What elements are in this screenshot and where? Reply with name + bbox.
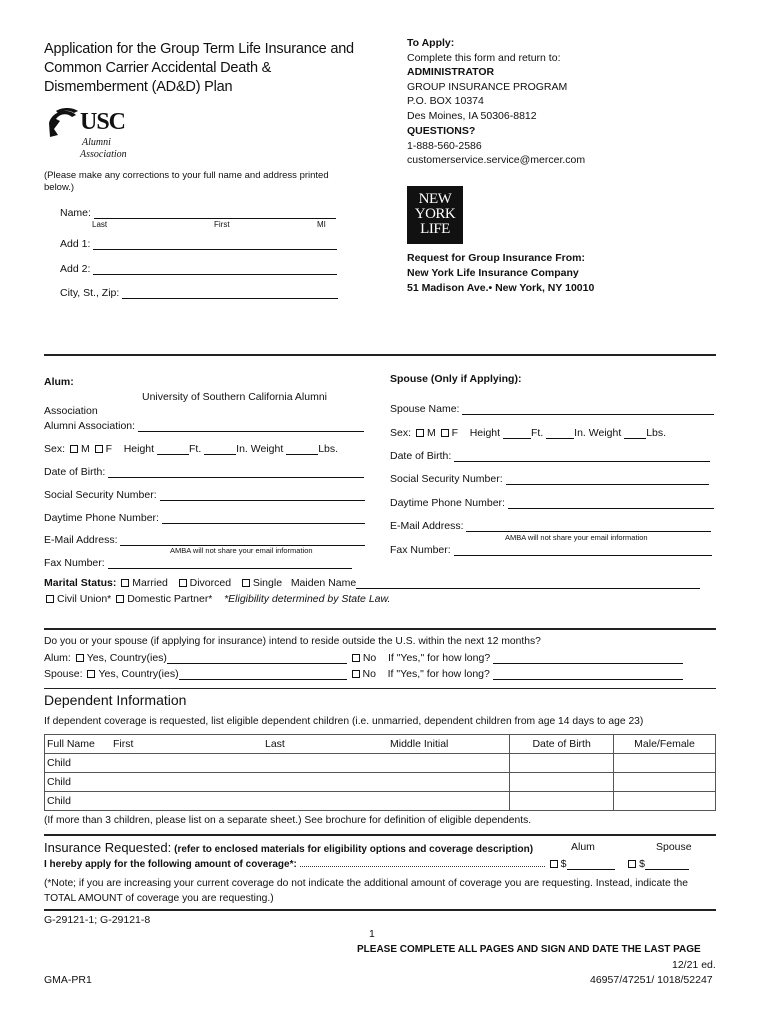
alum-phone-label: Daytime Phone Number: xyxy=(44,512,159,524)
reside-spouse-label: Spouse: xyxy=(44,668,83,680)
spouse-coverage-amount[interactable] xyxy=(645,859,689,870)
reside-alum-label: Alum: xyxy=(44,652,71,664)
spouse-dollar: $ xyxy=(639,858,646,870)
logo-text: USC xyxy=(80,109,126,135)
alum-ssn-label: Social Security Number: xyxy=(44,489,157,501)
alum-coverage-checkbox[interactable] xyxy=(550,860,558,868)
spouse-email-field[interactable] xyxy=(390,520,711,532)
apply-city: Des Moines, IA 50306-8812 xyxy=(407,109,537,122)
reside-spouse-country-input[interactable] xyxy=(179,669,347,680)
civil-union-checkbox[interactable] xyxy=(46,595,54,603)
correction-note: (Please make any corrections to your full name and address printed below.) xyxy=(44,170,329,193)
alum-sex-m-checkbox[interactable] xyxy=(70,445,78,453)
name-field[interactable] xyxy=(60,207,336,219)
child-name-cell[interactable]: Child xyxy=(45,792,510,811)
marital-row-2 xyxy=(44,593,390,605)
spouse-sex-f-checkbox[interactable] xyxy=(441,429,449,437)
spouse-lbs-label: Lbs. xyxy=(646,427,667,439)
insurance-subheading: (refer to enclosed materials for eligibility options and coverage description) xyxy=(174,844,534,855)
alum-heading: Alum: xyxy=(44,376,74,388)
divider xyxy=(44,628,716,630)
dependent-note: (If more than 3 children, please list on a separate sheet.) See brochure for definition of eligible dependents. xyxy=(44,815,532,826)
alum-sex-label: Sex: xyxy=(44,443,66,455)
single-label: Single xyxy=(252,577,283,589)
single-checkbox[interactable] xyxy=(242,579,250,587)
new-york-life-logo xyxy=(407,186,463,244)
spouse-name-field[interactable] xyxy=(390,403,714,415)
apply-admin: ADMINISTRATOR xyxy=(407,66,495,78)
reside-spouse-row xyxy=(44,668,683,680)
add2-field[interactable] xyxy=(60,263,337,275)
table-header-row xyxy=(45,735,716,754)
child-name-cell[interactable]: Child xyxy=(45,754,510,773)
divider xyxy=(44,354,716,356)
spouse-fax-label: Fax Number: xyxy=(390,544,451,556)
complete-notice: PLEASE COMPLETE ALL PAGES AND SIGN AND DATE THE LAST PAGE xyxy=(357,944,701,955)
reside-alum-no-checkbox[interactable] xyxy=(352,654,360,662)
child-gender-cell[interactable] xyxy=(614,773,716,792)
footer-codes: 46957/47251/ 1018/52247 xyxy=(590,974,713,986)
spouse-sex-label: Sex: xyxy=(390,427,412,439)
maiden-name-label: Maiden Name xyxy=(290,577,357,589)
reside-question: Do you or your spouse (if applying for insurance) intend to reside outside the U.S. within the next 12 months? xyxy=(44,636,541,647)
alum-dollar: $ xyxy=(560,858,567,870)
spouse-coverage-checkbox[interactable] xyxy=(628,860,636,868)
alum-dob-label: Date of Birth: xyxy=(44,466,106,478)
spouse-f-label: F xyxy=(451,427,459,439)
eligibility-note: *Eligibility determined by State Law. xyxy=(224,593,391,605)
table-row[interactable] xyxy=(45,773,716,792)
alum-dob-field[interactable] xyxy=(44,466,364,478)
spouse-dob-label: Date of Birth: xyxy=(390,450,452,462)
spouse-ssn-label: Social Security Number: xyxy=(390,473,503,485)
reside-alum-howlong-label: If "Yes," for how long? xyxy=(387,652,491,664)
apply-program: GROUP INSURANCE PROGRAM xyxy=(407,80,568,93)
edition: 12/21 ed. xyxy=(672,959,716,971)
first-header: First xyxy=(113,738,134,750)
coverage-label: I hereby apply for the following amount of coverage*: xyxy=(44,859,297,870)
first-label: First xyxy=(214,220,230,229)
nyl-line2: YORK xyxy=(414,206,456,222)
spouse-fax-field[interactable] xyxy=(390,544,712,556)
alum-in-label: In. xyxy=(236,443,248,455)
spouse-phone-label: Daytime Phone Number: xyxy=(390,497,505,509)
spouse-email-note: AMBA will not share your email information xyxy=(505,533,648,542)
city-label: City, St., Zip: xyxy=(60,287,120,299)
last-label: Last xyxy=(92,220,108,229)
insurance-heading: Insurance Requested: xyxy=(44,840,172,855)
alum-f-label: F xyxy=(105,443,113,455)
apply-box: P.O. BOX 10374 xyxy=(407,95,484,107)
nyl-request-block xyxy=(407,251,594,296)
reside-alum-yes-checkbox[interactable] xyxy=(76,654,84,662)
table-row[interactable] xyxy=(45,792,716,811)
child-dob-cell[interactable] xyxy=(510,792,614,811)
alum-ssn-field[interactable] xyxy=(44,489,365,501)
spouse-dob-field[interactable] xyxy=(390,450,710,462)
alum-sex-row xyxy=(44,443,338,455)
logo-sub1: Alumni xyxy=(82,137,111,148)
divorced-checkbox[interactable] xyxy=(179,579,187,587)
spouse-in-input[interactable] xyxy=(546,428,574,439)
reside-spouse-howlong-label: If "Yes," for how long? xyxy=(387,668,490,680)
form-ids: G-29121-1; G-29121-8 xyxy=(44,914,151,926)
dependent-table xyxy=(44,734,716,811)
domestic-partner-checkbox[interactable] xyxy=(116,595,124,603)
divorced-label: Divorced xyxy=(189,577,232,589)
spouse-phone-field[interactable] xyxy=(390,497,714,509)
alum-assoc-value2: Association xyxy=(44,405,98,417)
reside-alum-row xyxy=(44,652,683,664)
insurance-heading-row xyxy=(44,840,533,855)
marital-status-row xyxy=(44,577,700,589)
marital-label: Marital Status: xyxy=(44,577,117,589)
spouse-name-label: Spouse Name: xyxy=(390,403,460,415)
page-title: Application for the Group Term Life Insurance and Common Carrier Accidental Death & Dismemberment (AD&D) Plan xyxy=(44,41,354,95)
spouse-in-label: In. xyxy=(574,427,586,439)
apply-line1: Complete this form and return to: xyxy=(407,51,561,64)
full-name-header-label: Full Name xyxy=(47,738,95,750)
dependent-heading: Dependent Information xyxy=(44,692,187,708)
questions-email: customerservice.service@mercer.com xyxy=(407,154,586,166)
spouse-email-label: E-Mail Address: xyxy=(390,520,464,532)
questions-heading: QUESTIONS? xyxy=(407,125,476,137)
nyl-line1: NEW xyxy=(418,191,452,207)
divider xyxy=(44,834,716,836)
reside-alum-no-label: No xyxy=(362,652,377,664)
alum-email-field[interactable] xyxy=(44,534,365,546)
questions-phone: 1-888-560-2586 xyxy=(407,139,482,152)
footer-left-code: GMA-PR1 xyxy=(44,974,92,986)
alum-m-label: M xyxy=(80,443,90,455)
alum-fax-field[interactable] xyxy=(44,557,352,569)
spouse-weight-input[interactable] xyxy=(624,428,646,439)
maiden-name-input[interactable] xyxy=(356,578,700,589)
alum-in-input[interactable] xyxy=(204,444,236,455)
table-row[interactable] xyxy=(45,754,716,773)
gender-header: Male/Female xyxy=(614,735,716,754)
child-gender-cell[interactable] xyxy=(614,754,716,773)
spouse-weight-label: Weight xyxy=(588,427,622,439)
alum-fax-label: Fax Number: xyxy=(44,557,105,569)
child-gender-cell[interactable] xyxy=(614,792,716,811)
coverage-note: (*Note; if you are increasing your current coverage do not indicate the additional amount of coverage you are requesting. Instead, indicate the TOTAL AMOUNT of coverage you are requesting.) xyxy=(44,878,688,904)
insurance-alum-label: Alum xyxy=(571,841,595,853)
alum-email-label: E-Mail Address: xyxy=(44,534,118,546)
domestic-partner-label: Domestic Partner* xyxy=(127,593,213,605)
add2-label: Add 2: xyxy=(60,263,91,275)
page-number: 1 xyxy=(369,928,375,940)
alum-assoc-field[interactable] xyxy=(44,420,364,432)
alum-ft-input[interactable] xyxy=(157,444,189,455)
logo-sub2: Association xyxy=(80,149,127,160)
reside-spouse-yes-checkbox[interactable] xyxy=(87,670,95,678)
alum-weight-label: Weight xyxy=(250,443,284,455)
alum-weight-input[interactable] xyxy=(286,444,318,455)
middle-initial-header: Middle Initial xyxy=(390,738,449,750)
reside-alum-yes-label: Yes, Country(ies) xyxy=(86,652,167,664)
coverage-row xyxy=(44,858,689,870)
married-checkbox[interactable] xyxy=(121,579,129,587)
reside-spouse-no-checkbox[interactable] xyxy=(352,670,360,678)
alum-email-note: AMBA will not share your email information xyxy=(170,546,313,555)
dob-header: Date of Birth xyxy=(510,735,614,754)
spouse-ssn-field[interactable] xyxy=(390,473,709,485)
spouse-sex-row xyxy=(390,427,666,439)
divider xyxy=(44,909,716,911)
spouse-heading: Spouse (Only if Applying): xyxy=(390,373,522,385)
child-name-cell[interactable]: Child xyxy=(45,773,510,792)
alum-lbs-label: Lbs. xyxy=(318,443,339,455)
alum-ft-label: Ft. xyxy=(188,443,202,455)
reside-spouse-yes-label: Yes, Country(ies) xyxy=(98,668,179,680)
last-header: Last xyxy=(265,738,285,750)
dependent-intro: If dependent coverage is requested, list eligible dependent children (i.e. unmarried, dependent children from age 14 days to age 23) xyxy=(44,716,644,727)
alum-assoc-value1: University of Southern California Alumni xyxy=(142,391,328,403)
reside-alum-country-input[interactable] xyxy=(167,653,347,664)
alum-assoc-label: Alumni Association: xyxy=(44,420,136,432)
spouse-height-label: Height xyxy=(469,427,501,439)
spouse-ft-label: Ft. xyxy=(530,427,544,439)
nyl-company: New York Life Insurance Company xyxy=(407,267,579,279)
spouse-ft-input[interactable] xyxy=(503,428,531,439)
add1-field[interactable] xyxy=(60,238,337,250)
insurance-spouse-label: Spouse xyxy=(656,841,692,853)
spouse-sex-m-checkbox[interactable] xyxy=(416,429,424,437)
name-label: Name: xyxy=(60,207,91,219)
child-dob-cell[interactable] xyxy=(510,773,614,792)
civil-union-label: Civil Union* xyxy=(57,593,112,605)
usc-alumni-logo xyxy=(46,107,146,163)
apply-block xyxy=(407,36,737,168)
spouse-m-label: M xyxy=(426,427,436,439)
reside-spouse-no-label: No xyxy=(362,668,376,680)
nyl-request: Request for Group Insurance From: xyxy=(407,252,585,264)
nyl-line3: LIFE xyxy=(420,221,450,237)
city-field[interactable] xyxy=(60,287,338,299)
married-label: Married xyxy=(132,577,168,589)
nyl-address: 51 Madison Ave.• New York, NY 10010 xyxy=(407,282,595,294)
divider xyxy=(44,688,716,689)
alum-height-label: Height xyxy=(123,443,155,455)
full-name-header xyxy=(45,735,510,754)
reside-alum-howlong-input[interactable] xyxy=(493,653,683,664)
alum-sex-f-checkbox[interactable] xyxy=(95,445,103,453)
child-dob-cell[interactable] xyxy=(510,754,614,773)
apply-heading: To Apply: xyxy=(407,37,455,49)
reside-spouse-howlong-input[interactable] xyxy=(493,669,683,680)
add1-label: Add 1: xyxy=(60,238,91,250)
alum-phone-field[interactable] xyxy=(44,512,365,524)
alum-coverage-amount[interactable] xyxy=(567,859,615,870)
mi-label: MI xyxy=(317,220,326,229)
